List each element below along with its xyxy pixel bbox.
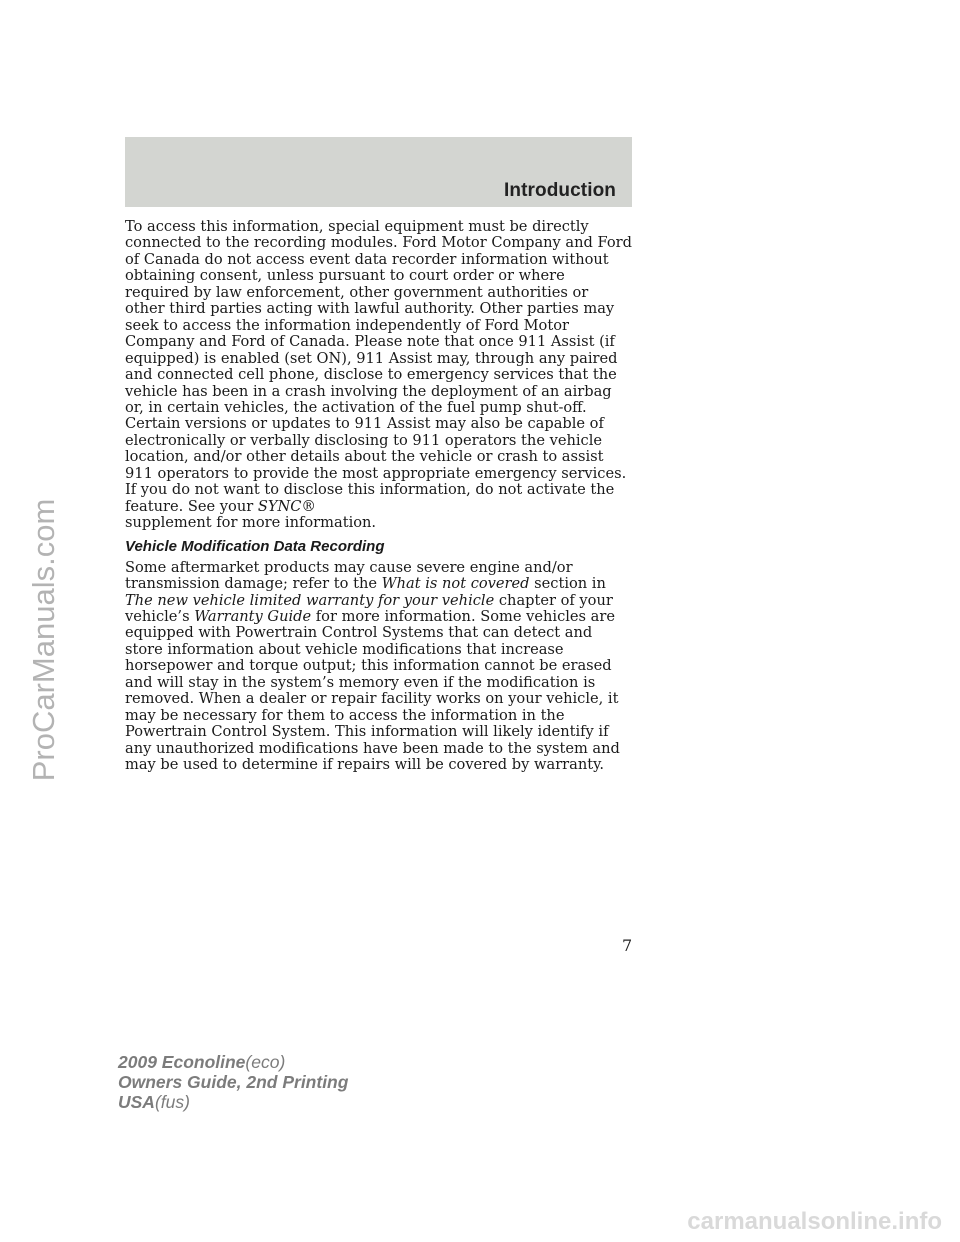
- subheading-vehicle-modification: Vehicle Modification Data Recording: [125, 537, 385, 555]
- section-header-band: [125, 137, 632, 207]
- footer-model: 2009 Econoline: [118, 1052, 246, 1072]
- reference-what-is-not-covered: What is not covered: [381, 575, 530, 593]
- footer-market-code: (fus): [154, 1092, 190, 1112]
- watermark-left-text: ProCarManuals.com: [26, 498, 61, 782]
- document-footer: [118, 1052, 348, 1112]
- watermark-left: [24, 360, 64, 920]
- paragraph-vehicle-modification: [125, 560, 632, 774]
- reference-limited-warranty: The new vehicle limited warranty for your vehicle: [125, 591, 495, 609]
- footer-line-model: [118, 1052, 348, 1072]
- footer-line-guide: Owners Guide, 2nd Printing: [118, 1072, 349, 1092]
- section-title: Introduction: [503, 180, 616, 201]
- paragraph-text: To access this information, special equipment must be directly connected to the recording modules. Ford Motor Company and Ford of Canada do not access event data recorder information without obtaining consent, unless pursuant to court order or where required by law enforcement, other government authorities or other third parties acting with lawful authority. Other parties may seek to access the information independently of Ford Motor Company and Ford of Canada. Please note that once 911 Assist (if equipped) is enabled (set ON), 911 Assist may, through any paired and connected cell phone, disclose to emergency services that the vehicle has been in a crash involving the deployment of an airbag or, in certain vehicles, the activation of the fuel pump shut-off. Certain versions or updates to 911 Assist may also be capable of electronically or verbally disclosing to 911 operators the vehicle location, and/or other details about the vehicle or crash to assist 911 operators to provide the most appropriate emergency services. If you do not want to disclose this information, do not activate the feature. See your: [125, 218, 632, 515]
- paragraph-text: for more information. Some vehicles are equipped with Powertrain Control Systems that can detect and store information about vehicle modifications that increase horsepower and torque output; this information cannot be erased and will stay in the system’s memory even if the modification is removed. When a dealer or repair facility works on your vehicle, it may be necessary for them to access the information in the Powertrain Control System. This information will likely identify if any unauthorized modifications have been made to the system and may be used to determine if repairs will be covered by warranty.: [125, 607, 620, 774]
- reference-warranty-guide: Warranty Guide: [194, 607, 312, 625]
- page-number: 7: [622, 936, 633, 955]
- paragraph-text: Some aftermarket products may cause severe engine and/or transmission damage; refer to the: [125, 558, 573, 593]
- watermark-bottom: carmanualsonline.info: [687, 1208, 942, 1235]
- sync-reference: SYNC®: [257, 497, 317, 515]
- paragraph-text: chapter of your vehicle’s: [125, 591, 613, 625]
- footer-market: USA: [118, 1092, 155, 1112]
- page-content: [125, 219, 632, 774]
- paragraph-event-data-access: [125, 219, 632, 532]
- paragraph-text-end: supplement for more information.: [125, 514, 377, 532]
- footer-model-code: (eco): [245, 1052, 286, 1072]
- paragraph-text: section in: [529, 575, 606, 593]
- footer-line-market: [118, 1092, 348, 1112]
